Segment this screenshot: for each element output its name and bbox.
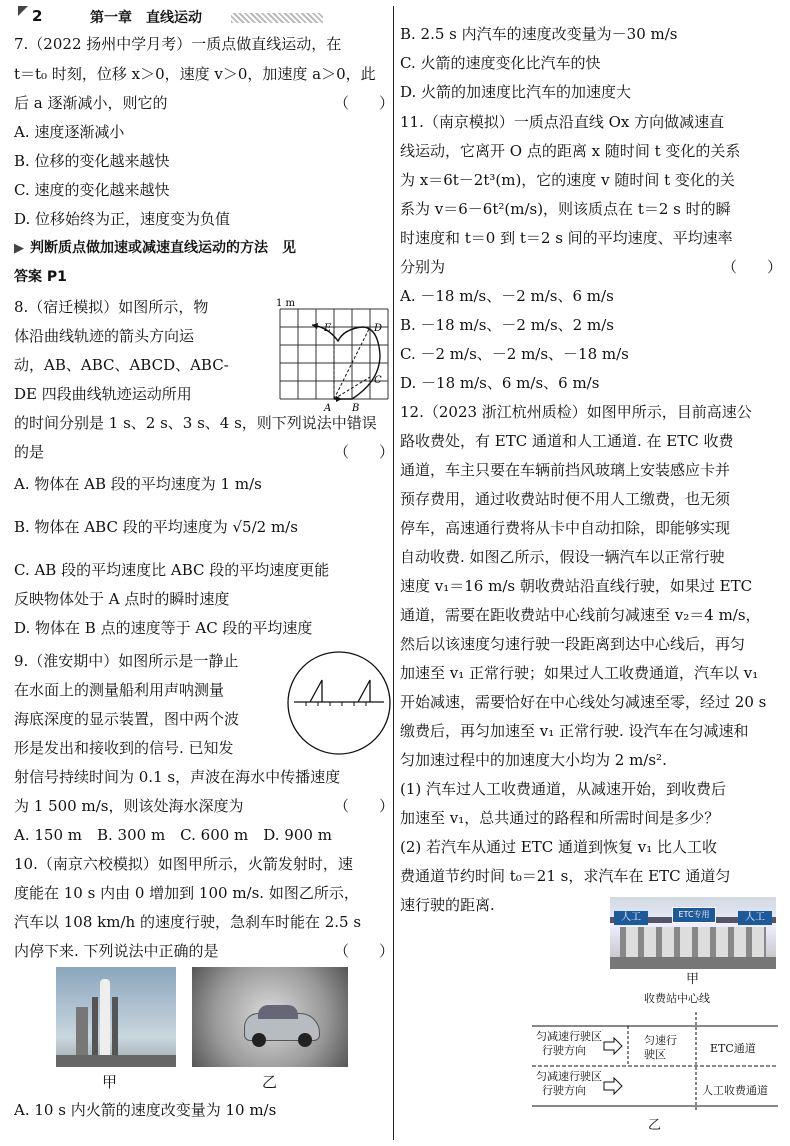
method-arrow-icon: ▶ [14, 241, 24, 256]
right-lines-item: 预存费用，通过收费站时便不用人工缴费，也无须 [400, 490, 731, 508]
rocket-photo [56, 967, 176, 1067]
right-lines-item: 自动收费. 如图乙所示，假设一辆汽车以正常行驶 [400, 548, 725, 566]
zone-constant-label: 匀速行驶区 [644, 1034, 677, 1061]
fig9-sonar-display [286, 650, 392, 756]
left-lines-item: 度能在 10 s 内由 0 增加到 100 m/s. 如图乙所示， [14, 884, 359, 902]
left-lines-item: t＝t₀ 时刻，位移 x＞0，速度 v＞0，加速度 a＞0，此 [14, 65, 376, 83]
left-lines-item: C. 速度的变化越来越快 [14, 181, 170, 199]
right-lines-item: 为 x＝6t－2t³(m)，它的速度 v 随时间 t 变化的关 [400, 171, 735, 189]
left-lines-item: 海底深度的显示装置，图中两个波 [14, 710, 240, 728]
left-lines-item: B. 物体在 ABC 段的平均速度为 √5/2 m/s [14, 518, 298, 536]
right-lines-item: 加速至 v₁ 正常行驶；如果过人工收费通道，汽车以 v₁ [400, 664, 759, 682]
fig8-scale: 1 m [276, 298, 296, 309]
answer-bracket: （ ） [334, 797, 395, 815]
answer-bracket: （ ） [334, 942, 395, 960]
left-lines-item: 内停下来. 下列说法中正确的是 [14, 942, 219, 960]
left-lines-item: 动，AB、ABC、ABCD、ABC- [14, 356, 229, 374]
point-e: E [324, 323, 332, 334]
right-lines-item: 路收费处，有 ETC 通道和人工通道. 在 ETC 收费 [400, 432, 734, 450]
right-lines-item: D. 火箭的加速度比汽车的加速度大 [400, 83, 632, 101]
right-lines-item: 开始减速，需要恰好在中心线处匀减速至零，经过 20 s [400, 693, 767, 711]
direction-upper-label: 行驶方向 [542, 1044, 586, 1057]
left-lines-item: 的是 [14, 443, 45, 461]
right-lines-item: 匀加速过程中的加速度大小均为 2 m/s². [400, 751, 667, 769]
chapter-title: 第一章 直线运动 [90, 10, 202, 26]
left-lines-item: 反映物体处于 A 点时的瞬时速度 [14, 590, 230, 608]
car-photo [192, 967, 348, 1067]
point-b: B [352, 403, 360, 414]
header-hatch-decoration [231, 13, 323, 23]
right-lines-item: D. －18 m/s、6 m/s、6 m/s [400, 374, 600, 392]
left-lines-item: 9.（淮安期中）如图所示是一静止 [14, 652, 239, 670]
toll-station-photo [610, 897, 776, 969]
right-lines-item: 11.（南京模拟）一质点沿直线 Ox 方向做减速直 [400, 113, 725, 131]
right-lines-item: 然后以该速度匀速行驶一段距离到达中心线后，再匀 [400, 635, 746, 653]
left-lines-item: 7.（2022 扬州中学月考）一质点做直线运动，在 [14, 35, 342, 53]
left-lines-item: D. 物体在 B 点的速度等于 AC 段的平均速度 [14, 619, 313, 637]
right-lines-item: B. 2.5 s 内汽车的速度改变量为－30 m/s [400, 25, 678, 43]
right-lines-item: 通道，车主只要在车辆前挡风玻璃上安装感应卡并 [400, 461, 731, 479]
zone-upper-label: 匀减速行驶区 [536, 1030, 602, 1043]
left-lines-item: 的时间分别是 1 s、2 s、3 s、4 s，则下列说法中错误 [14, 414, 377, 432]
right-lines-item: 速度 v₁＝16 m/s 朝收费站沿直线行驶，如果过 ETC [400, 577, 753, 595]
right-lines-item: 速行驶的距离. [400, 896, 495, 914]
right-lines-item: 系为 v＝6－6t²(m/s)，则该质点在 t＝2 s 时的瞬 [400, 200, 731, 218]
left-lines-item: DE 四段曲线轨迹运动所用 [14, 385, 192, 403]
sign-manual-left: 人工 [614, 911, 648, 925]
center-line-label: 收费站中心线 [644, 992, 710, 1005]
left-lines-item: 体沿曲线轨迹的箭头方向运 [14, 327, 195, 345]
right-lines-item: 费通道节约时间 t₀＝21 s，求汽车在 ETC 通道匀 [400, 867, 731, 885]
right-lines-item: (2) 若汽车从通过 ETC 通道到恢复 v₁ 比人工收 [400, 838, 718, 856]
zone-lower-label: 匀减速行驶区 [536, 1070, 602, 1083]
left-lines-item: 在水面上的测量船利用声呐测量 [14, 681, 225, 699]
right-lines-item: C. －2 m/s、－2 m/s、－18 m/s [400, 345, 629, 363]
right-lines-item: 12.（2023 浙江杭州质检）如图甲所示，目前高速公 [400, 403, 752, 421]
sign-etc: ETC专用 [672, 907, 716, 923]
left-lines-item: 汽车以 108 km/h 的速度行驶，急刹车时能在 2.5 s [14, 913, 362, 931]
answer-bracket: （ ） [334, 94, 395, 112]
corner-triangle-icon [18, 6, 28, 16]
fig8-grid-diagram [262, 297, 392, 415]
left-lines-item: 10.（南京六校模拟）如图甲所示，火箭发射时，速 [14, 855, 353, 873]
right-lines-item: 时速度和 t＝0 到 t＝2 s 间的平均速度、平均速率 [400, 229, 733, 247]
right-lines-item: 线运动，它离开 O 点的距离 x 随时间 t 变化的关系 [400, 142, 741, 160]
answer-bracket: （ ） [334, 443, 395, 461]
left-lines-item: B. 位移的变化越来越快 [14, 152, 170, 170]
left-lines-item: 形是发出和接收到的信号. 已知发 [14, 739, 234, 757]
fig12-photo-label: 甲 [686, 972, 700, 987]
left-lines-item: C. AB 段的平均速度比 ABC 段的平均速度更能 [14, 561, 330, 579]
manual-lane-label: 人工收费通道 [702, 1084, 768, 1097]
fig10-label-b: 乙 [262, 1073, 278, 1091]
fig12-diagram-label: 乙 [648, 1118, 662, 1133]
left-lines-item: A. 物体在 AB 段的平均速度为 1 m/s [14, 475, 262, 493]
left-lines-item: D. 位移始终为正，速度变为负值 [14, 210, 231, 228]
left-lines-item: ▶ 判断质点做加速或减速直线运动的方法 见 [14, 238, 296, 259]
lane-diagram [532, 990, 780, 1140]
left-lines-item: 后 a 逐渐减小，则它的 [14, 94, 168, 112]
left-lines-item: A. 150 m B. 300 m C. 600 m D. 900 m [14, 826, 332, 844]
page-number: 2 [32, 7, 43, 25]
column-divider [393, 6, 394, 1140]
right-lines-item: A. －18 m/s、－2 m/s、6 m/s [400, 287, 614, 305]
left-lines-item: 8.（宿迁模拟）如图所示，物 [14, 298, 209, 316]
left-lines-item: 为 1 500 m/s，则该处海水深度为 [14, 797, 244, 815]
page-header [14, 4, 390, 28]
left-lines-item: A. 10 s 内火箭的速度改变量为 10 m/s [14, 1101, 277, 1119]
point-c: C [374, 375, 382, 386]
sign-manual-right: 人工 [738, 911, 772, 925]
left-lines-item: A. 速度逐渐减小 [14, 123, 125, 141]
fig10-label-a: 甲 [102, 1073, 118, 1091]
right-lines-item: 分别为 [400, 258, 446, 276]
right-lines-item: 停车，高速通行费将从卡中自动扣除，即能够实现 [400, 519, 731, 537]
direction-lower-label: 行驶方向 [542, 1084, 586, 1097]
left-lines-item: 射信号持续时间为 0.1 s，声波在海水中传播速度 [14, 768, 341, 786]
answer-bracket: （ ） [722, 258, 783, 276]
right-lines-item: C. 火箭的速度变化比汽车的快 [400, 54, 601, 72]
left-lines-item: 答案 P1 [14, 269, 67, 285]
right-lines-item: 缴费后，再匀加速至 v₁ 正常行驶. 设汽车在匀减速和 [400, 722, 749, 740]
right-lines-item: B. －18 m/s、－2 m/s、2 m/s [400, 316, 614, 334]
right-lines-item: (1) 汽车过人工收费通道，从减速开始，到收费后 [400, 780, 727, 798]
right-lines-item: 通道，需要在距收费站中心线前匀减速至 v₂＝4 m/s， [400, 606, 761, 624]
point-d: D [374, 323, 383, 334]
point-a: A [324, 403, 332, 414]
right-lines-item: 加速至 v₁，总共通过的路程和所需时间是多少？ [400, 809, 720, 827]
etc-lane-label: ETC通道 [710, 1042, 756, 1055]
